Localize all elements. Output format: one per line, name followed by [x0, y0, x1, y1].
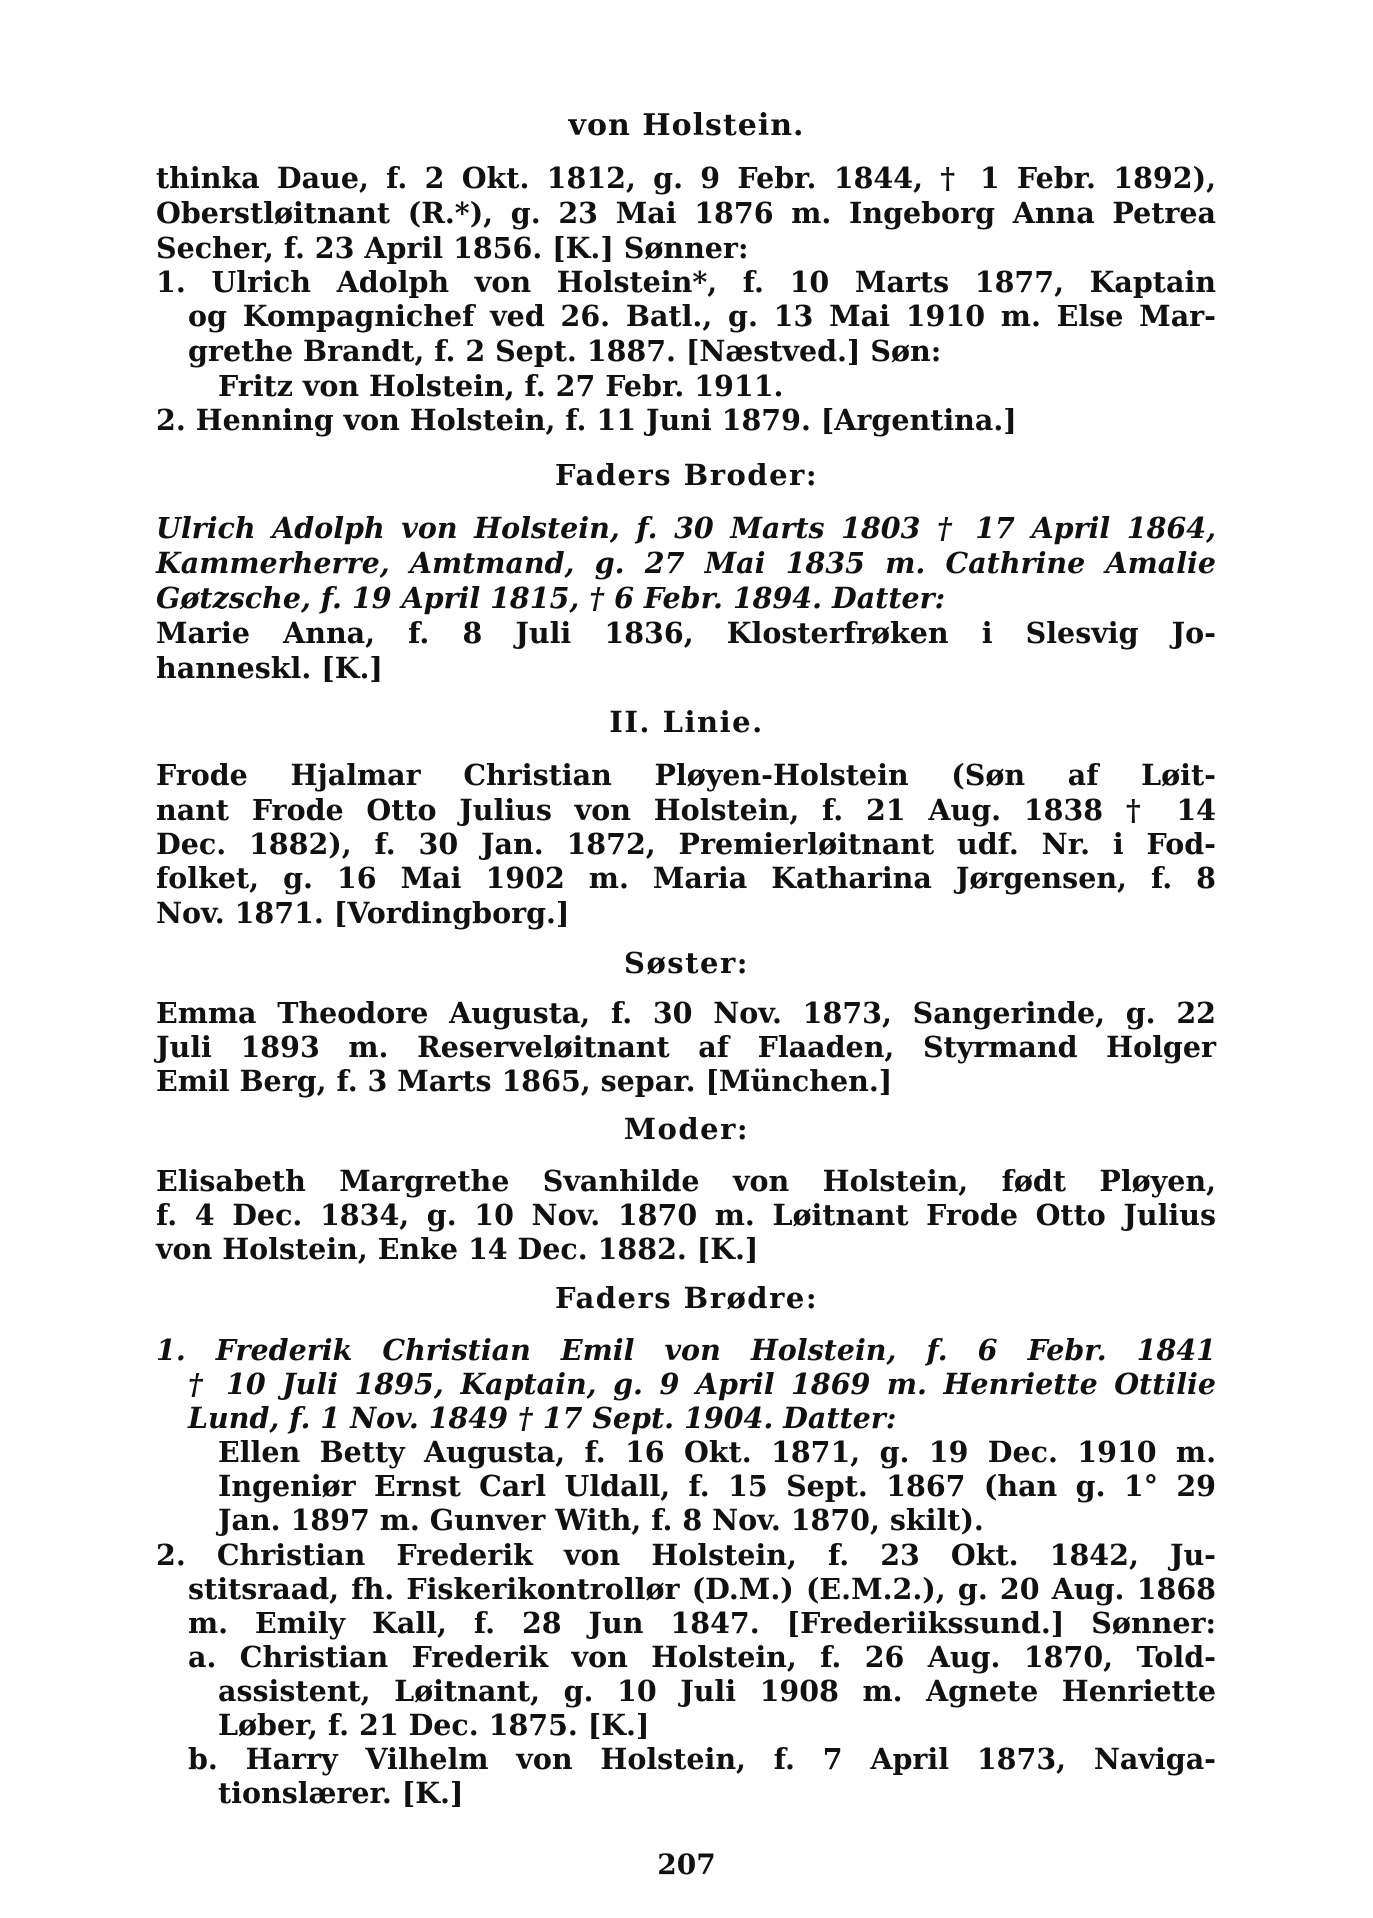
text-line: stitsraad, fh. Fiskerikontrollør (D.M.) (E.M.2.), g. 20 Aug. 1868 [188, 1572, 1216, 1606]
text-line: Løber, f. 21 Dec. 1875. [K.] [218, 1708, 650, 1742]
text-line: grethe Brandt, f. 2 Sept. 1887. [Næstved.] Søn: [188, 334, 942, 368]
text-line: tionslærer. [K.] [218, 1776, 464, 1810]
text-line: m. Emily Kall, f. 28 Jun 1847. [Frederiikssund.] Sønner: [188, 1606, 1216, 1640]
text-line: 2. Christian Frederik von Holstein, f. 23 Okt. 1842, Ju- [156, 1538, 1216, 1572]
text-line: assistent, Løitnant, g. 10 Juli 1908 m. Agnete Henriette [218, 1674, 1216, 1708]
text-line: f. 4 Dec. 1834, g. 10 Nov. 1870 m. Løitnant Frode Otto Julius [156, 1198, 1216, 1232]
text-line: Marie Anna, f. 8 Juli 1836, Klosterfrøken i Slesvig Jo- [156, 616, 1216, 650]
text-line: Fritz von Holstein, f. 27 Febr. 1911. [218, 369, 784, 403]
text-line: Nov. 1871. [Vordingborg.] [156, 896, 570, 930]
text-line: Lund, f. 1 Nov. 1849 † 17 Sept. 1904. Datter: [188, 1401, 897, 1435]
text-line: Dec. 1882), f. 30 Jan. 1872, Premierløitnant udf. Nr. i Fod- [156, 827, 1216, 861]
text-line: og Kompagnichef ved 26. Batl., g. 13 Mai 1910 m. Else Mar- [188, 299, 1216, 333]
running-header: von Holstein. [568, 108, 805, 143]
text-line: nant Frode Otto Julius von Holstein, f. 21 Aug. 1838 † 14 [156, 793, 1216, 827]
text-line: Emma Theodore Augusta, f. 30 Nov. 1873, Sangerinde, g. 22 [156, 996, 1216, 1030]
text-line: Ellen Betty Augusta, f. 16 Okt. 1871, g. 19 Dec. 1910 m. [218, 1435, 1216, 1469]
text-line: folket, g. 16 Mai 1902 m. Maria Katharina Jørgensen, f. 8 [156, 861, 1216, 895]
text-line: Ingeniør Ernst Carl Uldall, f. 15 Sept. 1867 (han g. 1° 29 [218, 1469, 1216, 1503]
text-line: Gøtzsche, f. 19 April 1815, † 6 Febr. 1894. Datter: [156, 581, 946, 615]
text-line: Elisabeth Margrethe Svanhilde von Holstein, født Pløyen, [156, 1164, 1216, 1198]
text-line: hanneskl. [K.] [156, 651, 383, 685]
text-line: 2. Henning von Holstein, f. 11 Juni 1879. [Argentina.] [156, 403, 1017, 437]
section-heading-moder: Moder: [623, 1112, 750, 1146]
text-line: 1. Frederik Christian Emil von Holstein, f. 6 Febr. 1841 [156, 1333, 1216, 1367]
section-heading-ii-linie: II. Linie. [609, 705, 764, 739]
page-number: 207 [657, 1848, 716, 1881]
text-line: b. Harry Vilhelm von Holstein, f. 7 April 1873, Naviga- [188, 1742, 1216, 1776]
text-line: von Holstein, Enke 14 Dec. 1882. [K.] [156, 1232, 759, 1266]
text-line: Jan. 1897 m. Gunver With, f. 8 Nov. 1870, skilt). [218, 1503, 984, 1537]
text-line: Kammerherre, Amtmand, g. 27 Mai 1835 m. Cathrine Amalie [156, 546, 1216, 580]
text-line: thinka Daue, f. 2 Okt. 1812, g. 9 Febr. 1844, † 1 Febr. 1892), [156, 161, 1216, 195]
text-line: 1. Ulrich Adolph von Holstein*, f. 10 Marts 1877, Kaptain [156, 265, 1216, 299]
text-line: Frode Hjalmar Christian Pløyen-Holstein (Søn af Løit- [156, 758, 1216, 792]
text-line: Ulrich Adolph von Holstein, f. 30 Marts 1803 † 17 April 1864, [156, 511, 1216, 545]
section-heading-faders-broder: Faders Broder: [554, 458, 819, 492]
text-line: Secher, f. 23 April 1856. [K.] Sønner: [156, 231, 749, 265]
text-line: Juli 1893 m. Reserveløitnant af Flaaden, Styrmand Holger [156, 1030, 1216, 1064]
text-line: Emil Berg, f. 3 Marts 1865, separ. [München.] [156, 1064, 893, 1098]
text-line: † 10 Juli 1895, Kaptain, g. 9 April 1869 m. Henriette Ottilie [188, 1367, 1216, 1401]
section-heading-soster: Søster: [624, 946, 749, 980]
section-heading-faders-brodre: Faders Brødre: [554, 1281, 819, 1315]
text-line: Oberstløitnant (R.*), g. 23 Mai 1876 m. Ingeborg Anna Petrea [156, 196, 1216, 230]
text-line: a. Christian Frederik von Holstein, f. 26 Aug. 1870, Told- [188, 1640, 1216, 1674]
